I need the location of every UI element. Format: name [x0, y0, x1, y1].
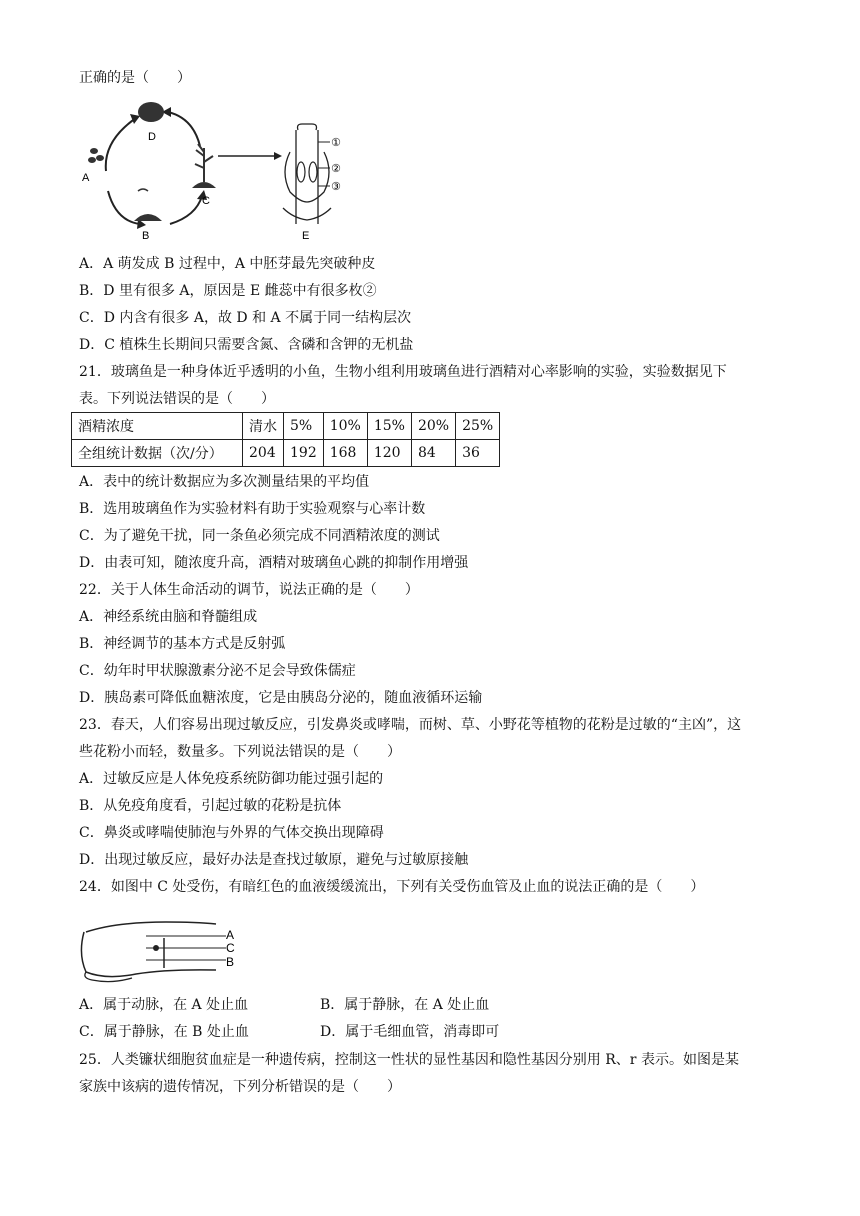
table-row [72, 413, 500, 440]
table-cell: 36 [456, 440, 500, 467]
q20-stem-end: 正确的是（ ） [79, 70, 191, 86]
table-cell: 20% [411, 413, 455, 440]
q23-option-c: C．鼻炎或哮喘使肺泡与外界的气体交换出现障碍 [79, 825, 384, 841]
q24-option-d: D．属于毛细血管，消毒即可 [320, 1024, 500, 1040]
q20-option-d: D．C 植株生长期间只需要含氮、含磷和含钾的无机盐 [79, 337, 414, 353]
q20-option-c: C．D 内含有很多 A，故 D 和 A 不属于同一结构层次 [79, 310, 412, 326]
q23-stem-line2: 些花粉小而轻，数量多。下列说法错误的是（ ） [79, 744, 401, 760]
q21-option-c: C．为了避免干扰，同一条鱼必须完成不同酒精浓度的测试 [79, 528, 440, 544]
label-b: B [226, 955, 235, 969]
label-3: ③ [331, 180, 341, 193]
leg-vessel-figure [76, 914, 246, 986]
q23-option-a: A．过敏反应是人体免疫系统防御功能过强引起的 [79, 771, 384, 787]
plant-life-cycle-figure [78, 96, 348, 246]
q21-option-a: A．表中的统计数据应为多次测量结果的平均值 [79, 474, 370, 490]
table-cell: 204 [243, 440, 284, 467]
label-e: E [302, 230, 310, 242]
q22-stem: 22．关于人体生命活动的调节，说法正确的是（ ） [79, 582, 419, 598]
q21-option-d: D．由表可知，随浓度升高，酒精对玻璃鱼心跳的抑制作用增强 [79, 555, 469, 571]
q21-stem-line2: 表。下列说法错误的是（ ） [79, 391, 275, 407]
label-2: ② [331, 162, 341, 175]
table-cell: 120 [367, 440, 411, 467]
label-a: A [82, 172, 90, 184]
table-cell: 5% [284, 413, 324, 440]
table-row [72, 440, 500, 467]
table-cell: 清水 [243, 413, 284, 440]
q25-stem-line2: 家族中该病的遗传情况，下列分析错误的是（ ） [79, 1079, 401, 1095]
q24-stem: 24．如图中 C 处受伤，有暗红色的血液缓缓流出，下列有关受伤血管及止血的说法正确的是（ ） [79, 879, 705, 895]
table-cell: 168 [323, 440, 367, 467]
label-a: A [226, 928, 235, 942]
q23-option-b: B．从免疫角度看，引起过敏的花粉是抗体 [79, 798, 342, 814]
q22-option-a: A．神经系统由脑和脊髓组成 [79, 609, 258, 625]
label-d: D [148, 131, 156, 143]
q23-stem-line1: 23．春天，人们容易出现过敏反应，引发鼻炎或哮喘，而树、草、小野花等植物的花粉是过敏的“主凶”，这 [79, 717, 742, 733]
table-cell: 84 [411, 440, 455, 467]
table-cell: 25% [456, 413, 500, 440]
alcohol-heart-rate-table [71, 412, 500, 467]
label-1: ① [331, 136, 341, 149]
label-b: B [142, 230, 150, 242]
q20-option-b: B．D 里有很多 A，原因是 E 雌蕊中有很多枚② [79, 283, 377, 299]
q25-stem-line1: 25．人类镰状细胞贫血症是一种遗传病，控制这一性状的显性基因和隐性基因分别用 R、r 表示。如图是某 [79, 1052, 739, 1068]
q22-option-d: D．胰岛素可降低血糖浓度，它是由胰岛分泌的，随血液循环运输 [79, 690, 483, 706]
q24-option-a: A．属于动脉，在 A 处止血 [79, 997, 249, 1013]
q21-stem-line1: 21．玻璃鱼是一种身体近乎透明的小鱼，生物小组利用玻璃鱼进行酒精对心率影响的实验，实验数据见下 [79, 364, 727, 380]
label-c: C [202, 195, 210, 207]
q22-option-c: C．幼年时甲状腺激素分泌不足会导致侏儒症 [79, 663, 356, 679]
table-header-concentration: 酒精浓度 [72, 413, 243, 440]
table-header-rate: 全组统计数据（次/分） [72, 440, 243, 467]
q20-option-a: A．A 萌发成 B 过程中，A 中胚芽最先突破种皮 [79, 256, 376, 272]
q21-option-b: B．选用玻璃鱼作为实验材料有助于实验观察与心率计数 [79, 501, 426, 517]
table-cell: 15% [367, 413, 411, 440]
q23-option-d: D．出现过敏反应，最好办法是查找过敏原，避免与过敏原接触 [79, 852, 469, 868]
q24-option-b: B．属于静脉，在 A 处止血 [320, 997, 490, 1013]
q24-option-c: C．属于静脉，在 B 处止血 [79, 1024, 249, 1040]
table-cell: 192 [284, 440, 324, 467]
q22-option-b: B．神经调节的基本方式是反射弧 [79, 636, 286, 652]
table-cell: 10% [323, 413, 367, 440]
label-c: C [226, 941, 235, 955]
